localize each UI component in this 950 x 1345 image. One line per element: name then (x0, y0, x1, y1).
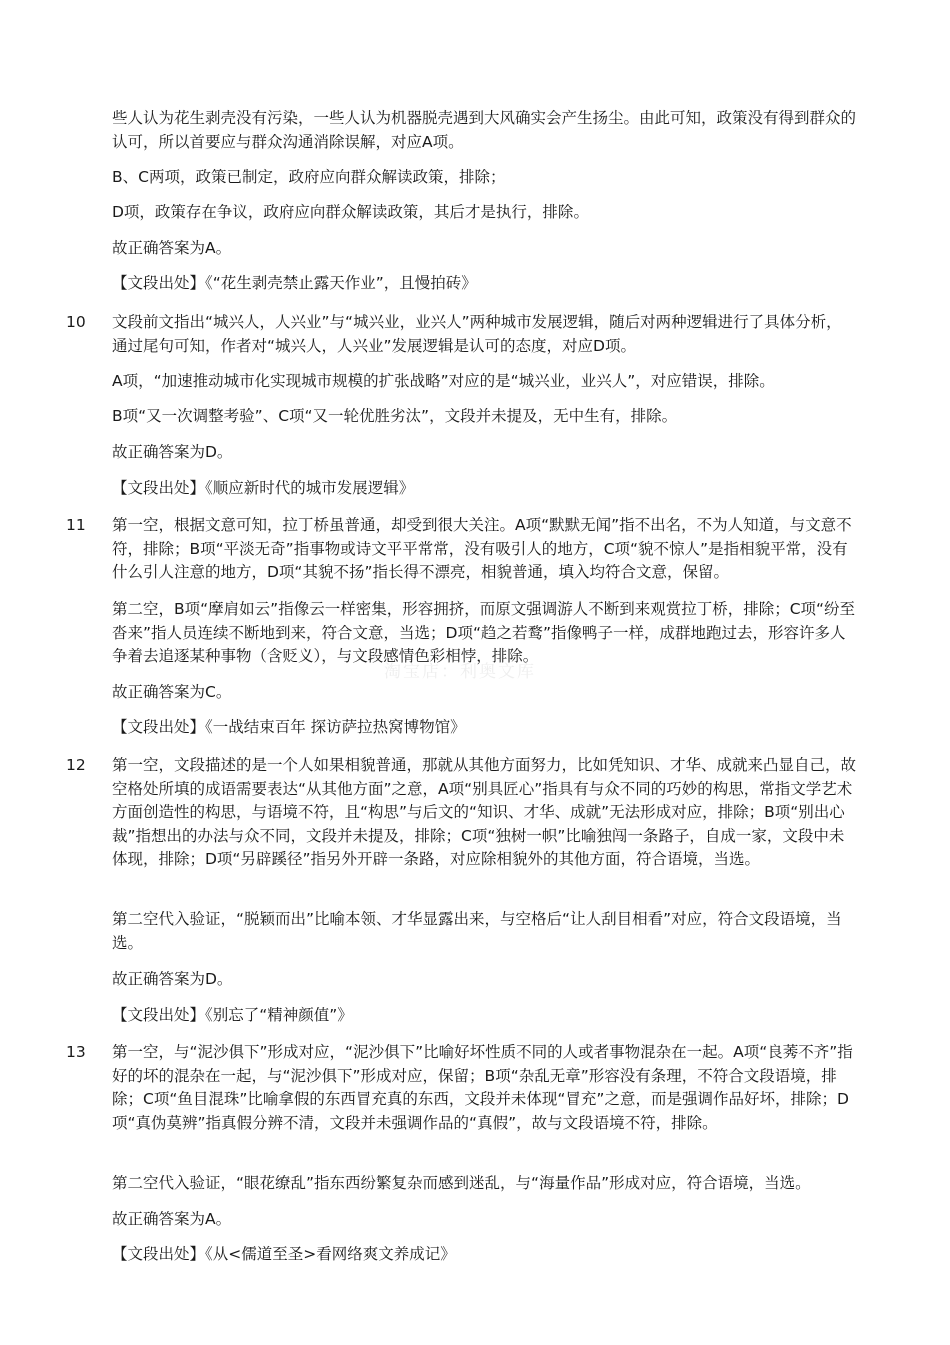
answer-paragraph: 些人认为花生剥壳没有污染，一些人认为机器脱壳遇到大风确实会产生扬尘。由此可知，政策没有得到群众的认可，所以首要应与群众沟通消除误解，对应A项。 (112, 109, 857, 151)
answer-paragraph: B项“又一次调整考验”、C项“又一轮优胜劣汰”，文段并未提及，无中生有，排除。 (112, 407, 678, 425)
answer-conclusion: 故正确答案为D。 (112, 443, 233, 461)
answer-paragraph: 第一空，根据文意可知，拉丁桥虽普通，却受到很大关注。A项“默默无闻”指不出名，不为人知道，与文意不符，排除；B项“平淡无奇”指事物或诗文平平常常，没有吸引人的地方，C项“貌不惊人”是指相貌平常，没有什么引人注意的地方，D项“其貌不扬”指长得不漂亮，相貌普通，填入均符合文意，保留。 (112, 516, 852, 581)
answer-paragraph: B、C两项，政策已制定，政府应向群众解读政策，排除； (112, 168, 506, 186)
answer-conclusion: 故正确答案为D。 (112, 970, 233, 988)
answer-paragraph: A项，“加速推动城市化实现城市规模的扩张战略”对应的是“城兴业，业兴人”，对应错误，排除。 (112, 372, 775, 390)
question-number: 11 (66, 516, 86, 534)
answer-conclusion: 故正确答案为A。 (112, 239, 232, 257)
source-citation: 【文段出处】《别忘了“精神颜值”》 (112, 1006, 353, 1024)
question-number: 10 (66, 313, 86, 331)
question-number: 13 (66, 1043, 86, 1061)
answer-paragraph: 第二空，B项“摩肩如云”指像云一样密集，形容拥挤，而原文强调游人不断到来观赏拉丁桥，排除；C项“纷至沓来”指人员连续不断地到来，符合文意，当选；D项“趋之若鹜”指像鸭子一样，成群地跑过去，形容许多人争着去追逐某种事物（含贬义），与文段感情色彩相悖，排除。 (112, 600, 856, 665)
answer-paragraph: 第二空代入验证，“脱颖而出”比喻本领、才华显露出来，与空格后“让人刮目相看”对应，符合文段语境，当选。 (112, 910, 842, 952)
answer-conclusion: 故正确答案为A。 (112, 1210, 232, 1228)
source-citation: 【文段出处】《顺应新时代的城市发展逻辑》 (112, 479, 415, 497)
answer-paragraph: 文段前文指出“城兴人，人兴业”与“城兴业，业兴人”两种城市发展逻辑，随后对两种逻辑进行了具体分析，通过尾句可知，作者对“城兴人，人兴业”发展逻辑是认可的态度，对应D项。 (112, 313, 842, 355)
answer-paragraph: D项，政策存在争议，政府应向群众解读政策，其后才是执行，排除。 (112, 203, 589, 221)
question-number: 12 (66, 756, 86, 774)
answer-paragraph: 第一空，文段描述的是一个人如果相貌普通，那就从其他方面努力，比如凭知识、才华、成就来凸显自己，故空格处所填的成语需要表达“从其他方面”之意，A项“别具匠心”指具有与众不同的巧妙的构思，常指文学艺术方面创造性的构思，与语境不符，且“构思”与后文的“知识、才华、成就”无法形成对应，排除；B项“别出心裁”指想出的办法与众不同，文段并未提及，排除；C项“独树一帜”比喻独闯一条路子，自成一家，文段中未体现，排除；D项“另辟蹊径”指另外开辟一条路，对应除相貌外的其他方面，符合语境，当选。 (112, 756, 857, 868)
source-citation: 【文段出处】《一战结束百年 探访萨拉热窝博物馆》 (112, 718, 466, 736)
answer-paragraph: 第一空，与“泥沙俱下”形成对应，“泥沙俱下”比喻好坏性质不同的人或者事物混杂在一起。A项“良莠不齐”指好的坏的混杂在一起，与“泥沙俱下”形成对应，保留；B项“杂乱无章”形容没有条理，不符合文段语境，排除；C项“鱼目混珠”比喻拿假的东西冒充真的东西，文段并未体现“冒充”之意，而是强调作品好坏，排除；D项“真伪莫辨”指真假分辨不清，文段并未强调作品的“真假”，故与文段语境不符，排除。 (112, 1043, 853, 1132)
answer-paragraph: 第二空代入验证，“眼花缭乱”指东西纷繁复杂而感到迷乱，与“海量作品”形成对应，符合语境，当选。 (112, 1174, 811, 1192)
source-citation: 【文段出处】《从<儒道至圣>看网络爽文养成记》 (112, 1245, 456, 1263)
watermark: 淘宝店：利奥文库 (384, 662, 536, 682)
source-citation: 【文段出处】《“花生剥壳禁止露天作业”，且慢拍砖》 (112, 274, 477, 292)
answer-conclusion: 故正确答案为C。 (112, 683, 232, 701)
